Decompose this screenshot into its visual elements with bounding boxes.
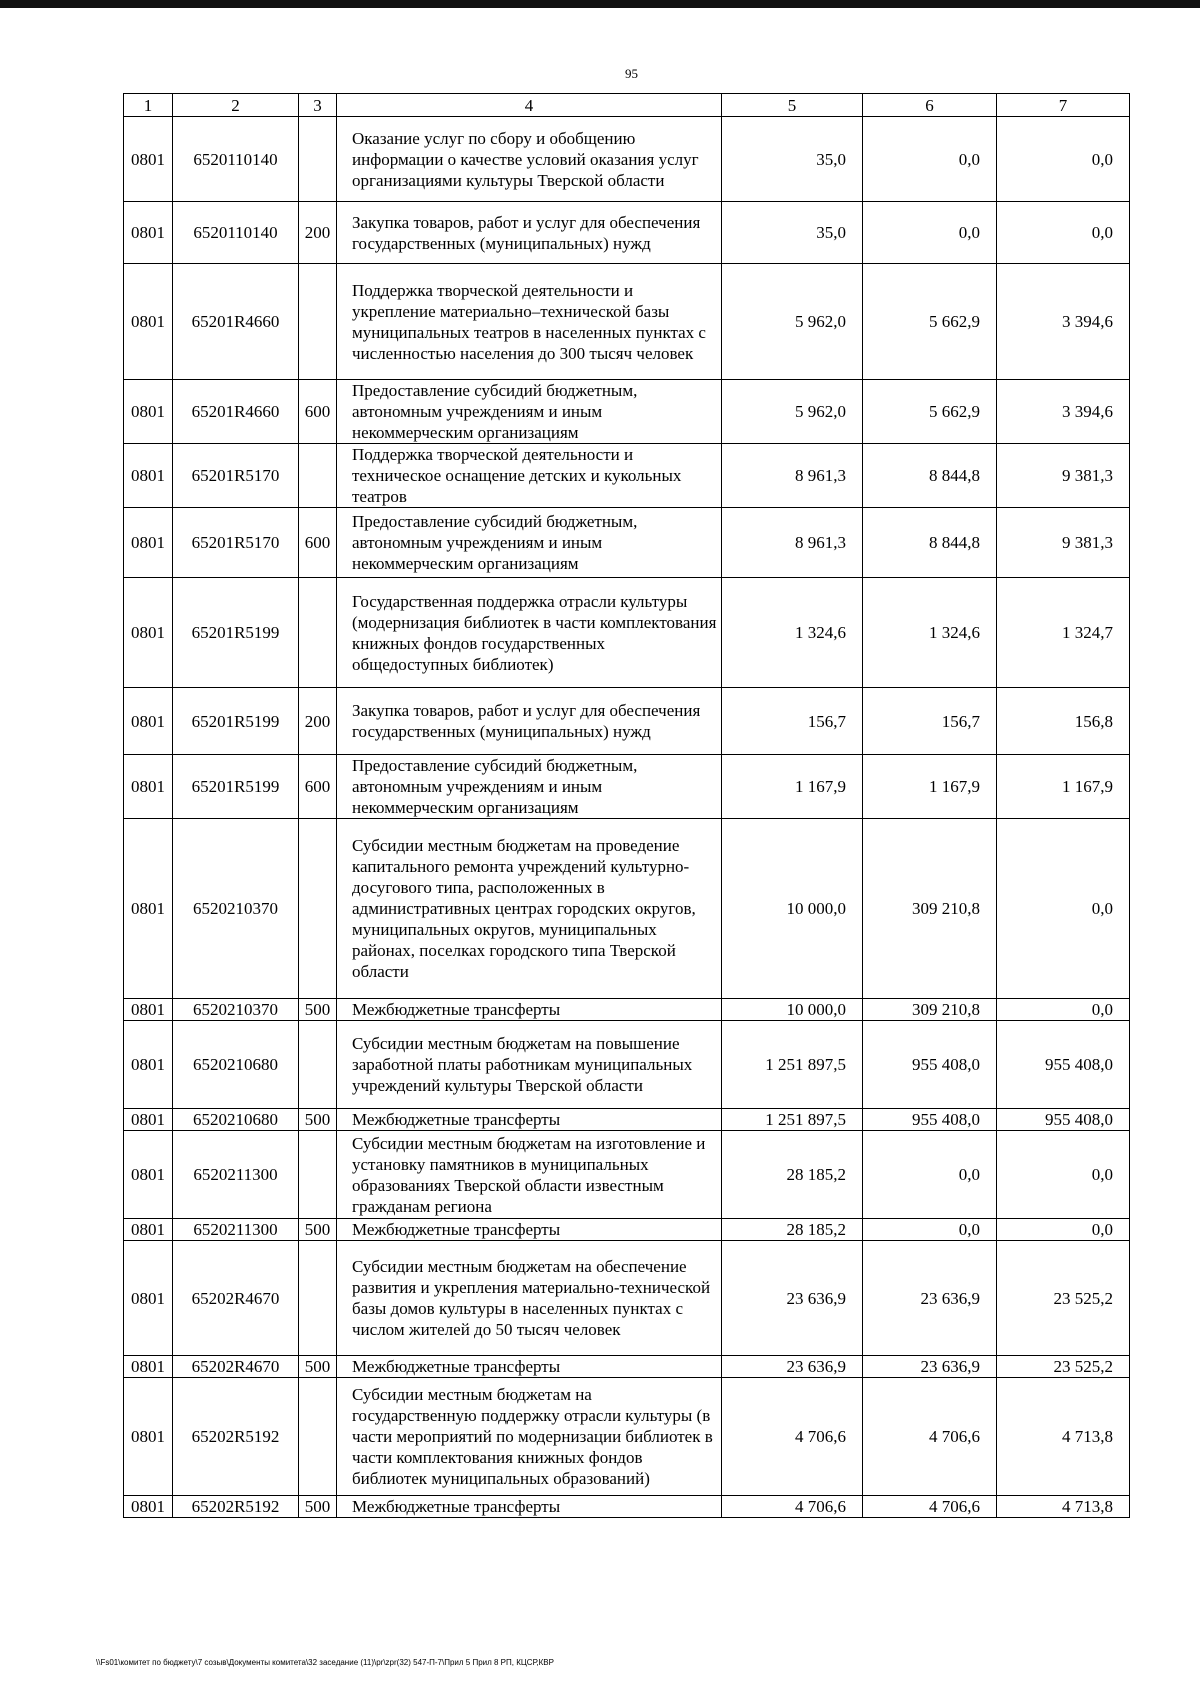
amount-year2-cell: 1 324,6: [863, 578, 997, 688]
amount-year1-cell: 28 185,2: [722, 1131, 863, 1219]
amount-year3-cell: 3 394,6: [997, 380, 1130, 444]
expense-type-cell: [299, 1241, 337, 1356]
expense-name-cell: Предоставление субсидий бюджетным, автономным учреждениям и иным некоммерческим организациям: [337, 380, 722, 444]
table-row: [124, 1496, 1130, 1518]
amount-year3-cell: 156,8: [997, 688, 1130, 755]
section-code-cell: 0801: [124, 117, 173, 202]
section-code-cell: 0801: [124, 755, 173, 819]
section-code-cell: 0801: [124, 202, 173, 264]
expense-name-cell: Межбюджетные трансферты: [337, 999, 722, 1021]
expense-type-cell: [299, 819, 337, 999]
section-code-cell: 0801: [124, 1378, 173, 1496]
table-row: [124, 117, 1130, 202]
amount-year2-cell: 5 662,9: [863, 380, 997, 444]
target-article-cell: 65201R4660: [173, 380, 299, 444]
expense-type-cell: 500: [299, 1496, 337, 1518]
amount-year3-cell: 955 408,0: [997, 1109, 1130, 1131]
table-row: [124, 202, 1130, 264]
amount-year3-cell: 0,0: [997, 117, 1130, 202]
amount-year3-cell: 23 525,2: [997, 1356, 1130, 1378]
expense-type-cell: [299, 264, 337, 380]
page-number: 95: [625, 66, 638, 81]
section-code-cell: 0801: [124, 444, 173, 508]
amount-year1-cell: 156,7: [722, 688, 863, 755]
footer-file-path: \\Fs01\комитет по бюджету\7 созыв\Документы комитета\32 заседание (11)\pr\zpr(32) 547-П-7\Прил 5 Прил 8 РП, КЦСР,КВР: [96, 1658, 554, 1667]
amount-year2-cell: 955 408,0: [863, 1021, 997, 1109]
section-code-cell: 0801: [124, 1241, 173, 1356]
amount-year3-cell: 1 167,9: [997, 755, 1130, 819]
expense-name-cell: Субсидии местным бюджетам на повышение заработной платы работникам муниципальных учреждений культуры Тверской области: [337, 1021, 722, 1109]
expense-type-cell: 200: [299, 688, 337, 755]
amount-year1-cell: 10 000,0: [722, 819, 863, 999]
expense-name-cell: Межбюджетные трансферты: [337, 1356, 722, 1378]
amount-year1-cell: 1 167,9: [722, 755, 863, 819]
amount-year3-cell: 0,0: [997, 999, 1130, 1021]
expense-name-cell: Предоставление субсидий бюджетным, автономным учреждениям и иным некоммерческим организациям: [337, 508, 722, 578]
amount-year2-cell: 0,0: [863, 117, 997, 202]
amount-year2-cell: 0,0: [863, 1219, 997, 1241]
expense-type-cell: [299, 1021, 337, 1109]
target-article-cell: 6520210680: [173, 1021, 299, 1109]
amount-year3-cell: 0,0: [997, 1219, 1130, 1241]
amount-year3-cell: 9 381,3: [997, 444, 1130, 508]
amount-year1-cell: 28 185,2: [722, 1219, 863, 1241]
amount-year1-cell: 8 961,3: [722, 508, 863, 578]
amount-year3-cell: 23 525,2: [997, 1241, 1130, 1356]
section-code-cell: 0801: [124, 1219, 173, 1241]
amount-year3-cell: 0,0: [997, 1131, 1130, 1219]
header-row: [124, 94, 1130, 117]
table-row: [124, 1109, 1130, 1131]
amount-year2-cell: 8 844,8: [863, 508, 997, 578]
expense-name-cell: Межбюджетные трансферты: [337, 1109, 722, 1131]
amount-year2-cell: 0,0: [863, 202, 997, 264]
amount-year3-cell: 0,0: [997, 202, 1130, 264]
expense-name-cell: Межбюджетные трансферты: [337, 1496, 722, 1518]
target-article-cell: 6520110140: [173, 202, 299, 264]
table-row: [124, 755, 1130, 819]
expense-name-cell: Закупка товаров, работ и услуг для обеспечения государственных (муниципальных) нужд: [337, 688, 722, 755]
expense-type-cell: [299, 1378, 337, 1496]
header-cell: 3: [299, 94, 337, 117]
target-article-cell: 6520211300: [173, 1131, 299, 1219]
expense-type-cell: 500: [299, 999, 337, 1021]
header-cell: 4: [337, 94, 722, 117]
header-cell: 2: [173, 94, 299, 117]
amount-year2-cell: 309 210,8: [863, 819, 997, 999]
section-code-cell: 0801: [124, 1131, 173, 1219]
target-article-cell: 65202R5192: [173, 1378, 299, 1496]
expense-name-cell: Поддержка творческой деятельности и укрепление материально–технической базы муниципальных театров в населенных пунктах с численностью населения до 300 тысяч человек: [337, 264, 722, 380]
amount-year1-cell: 1 324,6: [722, 578, 863, 688]
target-article-cell: 65201R5170: [173, 444, 299, 508]
table-row: [124, 264, 1130, 380]
amount-year1-cell: 23 636,9: [722, 1356, 863, 1378]
amount-year3-cell: 4 713,8: [997, 1496, 1130, 1518]
header-cell: 6: [863, 94, 997, 117]
target-article-cell: 65201R5170: [173, 508, 299, 578]
amount-year3-cell: 9 381,3: [997, 508, 1130, 578]
header-cell: 5: [722, 94, 863, 117]
table-row: [124, 1356, 1130, 1378]
amount-year1-cell: 35,0: [722, 202, 863, 264]
target-article-cell: 65201R5199: [173, 755, 299, 819]
table-row: [124, 444, 1130, 508]
expense-name-cell: Государственная поддержка отрасли культуры (модернизация библиотек в части комплектования книжных фондов государственных общедоступных библиотек): [337, 578, 722, 688]
expense-type-cell: 500: [299, 1109, 337, 1131]
amount-year1-cell: 10 000,0: [722, 999, 863, 1021]
expense-type-cell: [299, 117, 337, 202]
table-row: [124, 819, 1130, 999]
amount-year3-cell: 3 394,6: [997, 264, 1130, 380]
target-article-cell: 65201R5199: [173, 578, 299, 688]
amount-year2-cell: 8 844,8: [863, 444, 997, 508]
amount-year1-cell: 5 962,0: [722, 264, 863, 380]
amount-year1-cell: 35,0: [722, 117, 863, 202]
top-border-line: [0, 0, 1200, 8]
section-code-cell: 0801: [124, 1356, 173, 1378]
amount-year2-cell: 0,0: [863, 1131, 997, 1219]
section-code-cell: 0801: [124, 578, 173, 688]
expense-type-cell: [299, 444, 337, 508]
expense-type-cell: 500: [299, 1356, 337, 1378]
target-article-cell: 65201R4660: [173, 264, 299, 380]
section-code-cell: 0801: [124, 1496, 173, 1518]
section-code-cell: 0801: [124, 999, 173, 1021]
amount-year3-cell: 4 713,8: [997, 1378, 1130, 1496]
section-code-cell: 0801: [124, 819, 173, 999]
target-article-cell: 6520210370: [173, 819, 299, 999]
amount-year2-cell: 1 167,9: [863, 755, 997, 819]
section-code-cell: 0801: [124, 264, 173, 380]
table-row: [124, 688, 1130, 755]
expense-type-cell: [299, 1131, 337, 1219]
amount-year1-cell: 23 636,9: [722, 1241, 863, 1356]
amount-year2-cell: 4 706,6: [863, 1496, 997, 1518]
expense-name-cell: Субсидии местным бюджетам на государственную поддержку отрасли культуры (в части мероприятий по модернизации библиотек в части комплектования книжных фондов библиотек муниципальных образований): [337, 1378, 722, 1496]
table-row: [124, 1131, 1130, 1219]
expense-type-cell: [299, 578, 337, 688]
amount-year2-cell: 5 662,9: [863, 264, 997, 380]
expense-name-cell: Субсидии местным бюджетам на проведение капитального ремонта учреждений культурно-досугового типа, расположенных в административных центрах городских округов, муниципальных округов, муниципальных районах, поселках городского типа Тверской области: [337, 819, 722, 999]
expense-name-cell: Оказание услуг по сбору и обобщению информации о качестве условий оказания услуг организациями культуры Тверской области: [337, 117, 722, 202]
amount-year1-cell: 4 706,6: [722, 1378, 863, 1496]
expense-name-cell: Межбюджетные трансферты: [337, 1219, 722, 1241]
header-cell: 1: [124, 94, 173, 117]
target-article-cell: 6520210370: [173, 999, 299, 1021]
expense-type-cell: 600: [299, 380, 337, 444]
amount-year1-cell: 4 706,6: [722, 1496, 863, 1518]
amount-year1-cell: 8 961,3: [722, 444, 863, 508]
expense-name-cell: Предоставление субсидий бюджетным, автономным учреждениям и иным некоммерческим организациям: [337, 755, 722, 819]
table-row: [124, 999, 1130, 1021]
amount-year1-cell: 1 251 897,5: [722, 1021, 863, 1109]
table-row: [124, 1021, 1130, 1109]
expense-type-cell: 200: [299, 202, 337, 264]
amount-year1-cell: 1 251 897,5: [722, 1109, 863, 1131]
table-body: [124, 94, 1130, 1518]
table-row: [124, 1241, 1130, 1356]
section-code-cell: 0801: [124, 1109, 173, 1131]
budget-table: [123, 93, 1130, 1518]
amount-year2-cell: 23 636,9: [863, 1356, 997, 1378]
amount-year2-cell: 955 408,0: [863, 1109, 997, 1131]
section-code-cell: 0801: [124, 508, 173, 578]
target-article-cell: 6520110140: [173, 117, 299, 202]
target-article-cell: 65202R4670: [173, 1356, 299, 1378]
amount-year1-cell: 5 962,0: [722, 380, 863, 444]
table-row: [124, 380, 1130, 444]
amount-year3-cell: 955 408,0: [997, 1021, 1130, 1109]
expense-type-cell: 600: [299, 755, 337, 819]
amount-year2-cell: 309 210,8: [863, 999, 997, 1021]
section-code-cell: 0801: [124, 380, 173, 444]
header-cell: 7: [997, 94, 1130, 117]
target-article-cell: 6520210680: [173, 1109, 299, 1131]
expense-name-cell: Поддержка творческой деятельности и техническое оснащение детских и кукольных театров: [337, 444, 722, 508]
section-code-cell: 0801: [124, 1021, 173, 1109]
target-article-cell: 65202R5192: [173, 1496, 299, 1518]
table-row: [124, 1219, 1130, 1241]
table-row: [124, 1378, 1130, 1496]
expense-type-cell: 500: [299, 1219, 337, 1241]
target-article-cell: 65202R4670: [173, 1241, 299, 1356]
amount-year3-cell: 0,0: [997, 819, 1130, 999]
expense-name-cell: Субсидии местным бюджетам на изготовление и установку памятников в муниципальных образованиях Тверской области известным гражданам региона: [337, 1131, 722, 1219]
target-article-cell: 65201R5199: [173, 688, 299, 755]
table-row: [124, 508, 1130, 578]
expense-name-cell: Закупка товаров, работ и услуг для обеспечения государственных (муниципальных) нужд: [337, 202, 722, 264]
section-code-cell: 0801: [124, 688, 173, 755]
target-article-cell: 6520211300: [173, 1219, 299, 1241]
expense-name-cell: Субсидии местным бюджетам на обеспечение развития и укрепления материально-технической базы домов культуры в населенных пунктах с числом жителей до 50 тысяч человек: [337, 1241, 722, 1356]
amount-year2-cell: 4 706,6: [863, 1378, 997, 1496]
amount-year2-cell: 23 636,9: [863, 1241, 997, 1356]
amount-year2-cell: 156,7: [863, 688, 997, 755]
table-row: [124, 578, 1130, 688]
amount-year3-cell: 1 324,7: [997, 578, 1130, 688]
expense-type-cell: 600: [299, 508, 337, 578]
